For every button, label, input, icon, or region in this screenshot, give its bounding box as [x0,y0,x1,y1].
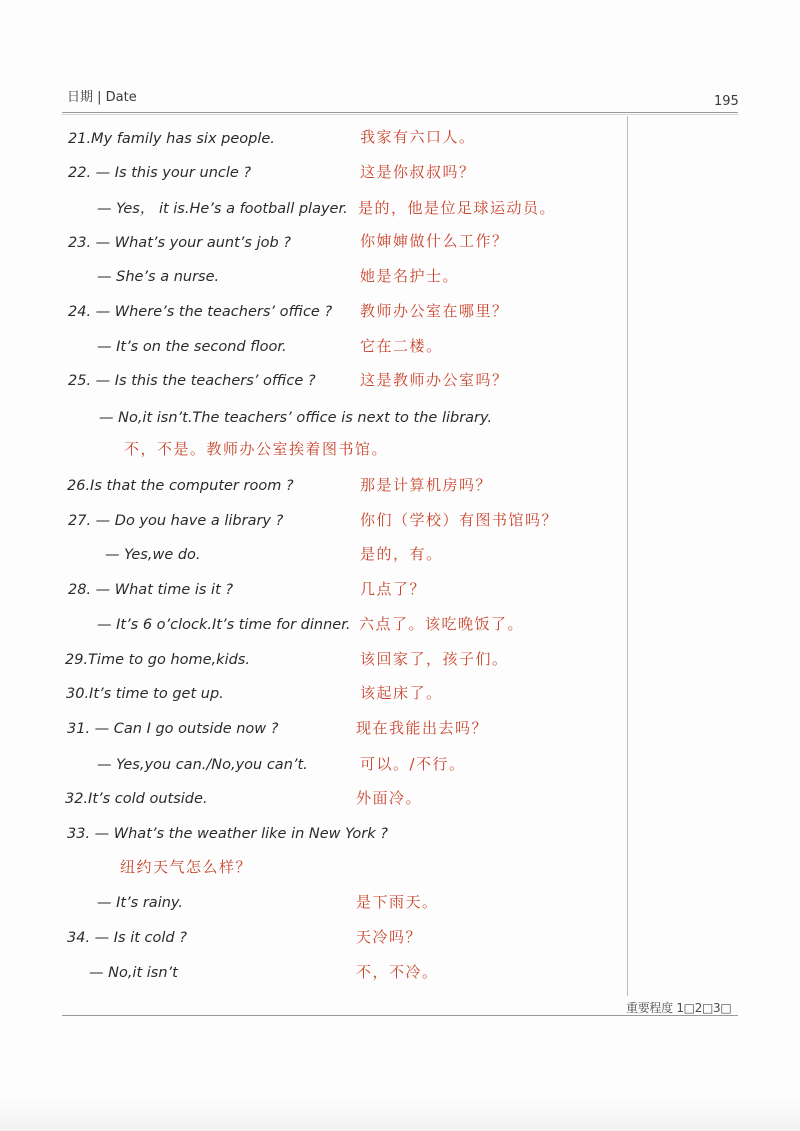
english-sentence: 26.Is that the computer room ? [67,478,294,494]
english-sentence: — She’s a nurse. [97,269,220,285]
margin-line [627,116,628,996]
english-sentence: 22. — Is this your uncle ? [68,165,252,181]
footer-rule [62,1015,738,1016]
scan-shadow [0,1098,800,1131]
english-sentence: 28. — What time is it ? [68,582,234,598]
english-sentence: 24. — Where’s the teachers’ office ? [68,304,333,320]
chinese-translation: 可以。/不行。 [360,755,466,773]
chinese-translation: 是下雨天。 [356,893,439,911]
english-sentence: — It’s rainy. [97,895,183,911]
english-sentence: 29.Time to go home,kids. [65,652,250,668]
chinese-translation: 是的，他是位足球运动员。 [358,199,557,217]
english-sentence: 27. — Do you have a library ? [68,513,284,529]
chinese-translation: 是的，有。 [360,545,443,563]
header-rule [62,112,738,113]
chinese-translation: 它在二楼。 [360,337,443,355]
english-sentence: — No,it isn’t [89,965,178,981]
chinese-translation: 这是你叔叔吗？ [360,163,476,181]
english-sentence: 33. — What’s the weather like in New York ? [67,826,388,842]
chinese-translation: 我家有六口人。 [360,128,476,146]
chinese-translation: 不，不是。教师办公室挨着图书馆。 [124,440,389,458]
chinese-translation: 不，不冷。 [356,963,439,981]
chinese-translation: 现在我能出去吗？ [356,719,489,737]
english-sentence: 34. — Is it cold ? [67,930,187,946]
english-sentence: — Yes， it is.He’s a football player. [97,201,348,217]
english-sentence: 32.It’s cold outside. [65,791,208,807]
english-sentence: 31. — Can I go outside now ? [67,721,279,737]
english-sentence: — Yes,you can./No,you can’t. [97,757,308,773]
chinese-translation: 外面冷。 [356,789,423,807]
english-sentence: — It’s 6 o’clock.It’s time for dinner. [97,617,351,633]
chinese-translation: 那是计算机房吗？ [360,476,493,494]
english-sentence: — Yes,we do. [105,547,201,563]
chinese-translation: 天冷吗？ [356,928,423,946]
page-number: 195 [714,94,739,109]
chinese-translation: 她是名护士。 [360,267,460,285]
chinese-translation: 纽约天气怎么样？ [120,858,253,876]
english-sentence: 23. — What’s your aunt’s job ? [68,235,291,251]
header-rule-shadow [62,114,738,115]
chinese-translation: 你婶婶做什么工作？ [360,232,509,250]
importance-rating: 重要程度 1□2□3□ [626,1001,732,1015]
chinese-translation: 教师办公室在哪里？ [360,302,509,320]
english-sentence: — It’s on the second floor. [97,339,287,355]
chinese-translation: 几点了？ [360,580,427,598]
english-sentence: — No,it isn’t.The teachers’ office is next to the library. [99,410,493,426]
chinese-translation: 该起床了。 [360,684,443,702]
chinese-translation: 你们（学校）有图书馆吗？ [360,511,559,529]
chinese-translation: 六点了。该吃晚饭了。 [359,615,525,633]
english-sentence: 30.It’s time to get up. [66,686,224,702]
english-sentence: 21.My family has six people. [68,131,275,147]
chinese-translation: 这是教师办公室吗？ [360,371,509,389]
chinese-translation: 该回家了，孩子们。 [360,650,509,668]
date-label: 日期 | Date [67,90,137,105]
english-sentence: 25. — Is this the teachers’ office ? [68,373,316,389]
